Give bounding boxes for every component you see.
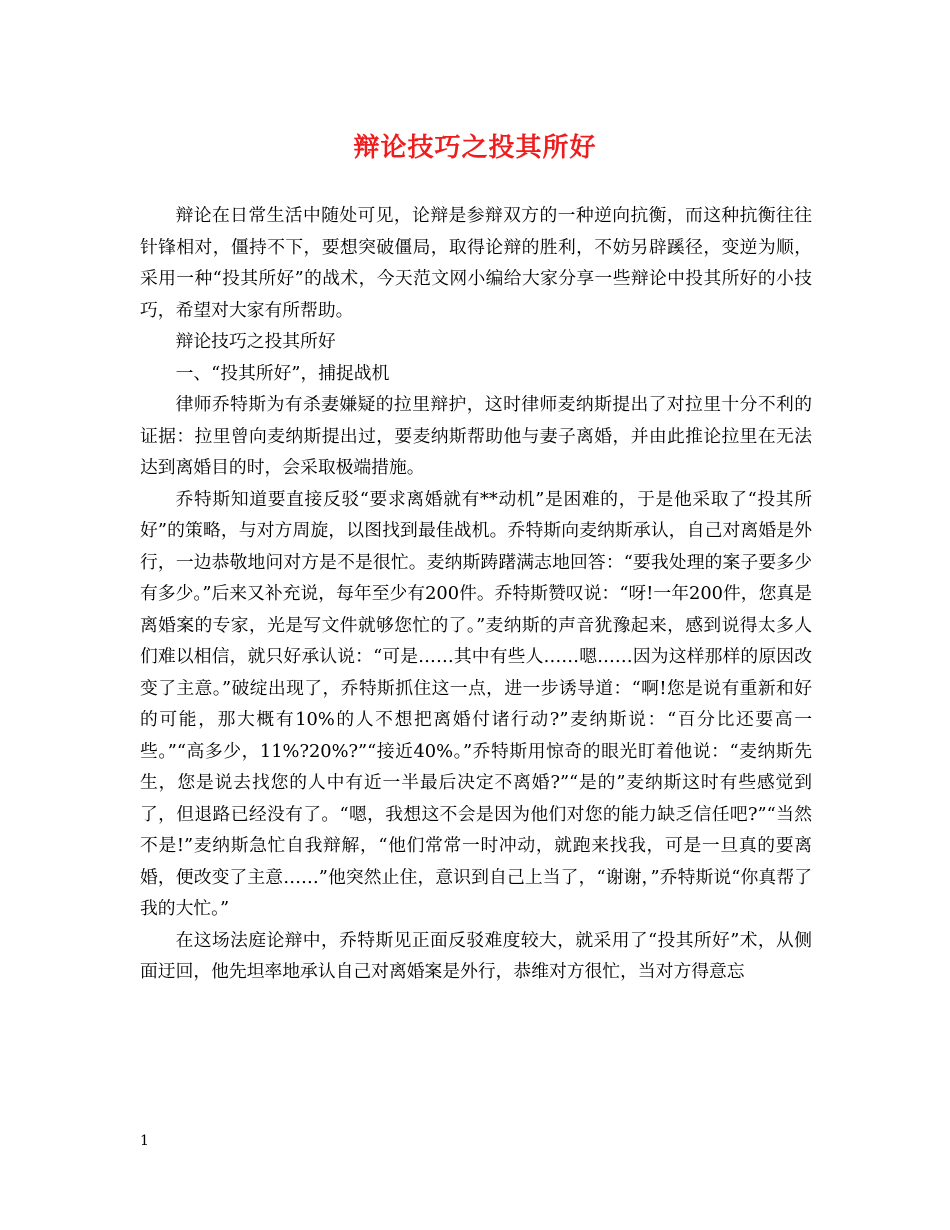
paragraph-subtitle: 辩论技巧之投其所好 bbox=[175, 331, 336, 352]
paragraph-intro: 辩论在日常生活中随处可见，论辩是参辩双方的一种逆向抗衡，而这种抗衡往往针锋相对，僵持不下，要想突破僵局，取得论辩的胜利，不妨另辟蹊径，变逆为顺，采用一种“投其所好”的战术，今天范文网小编给大家分享一些辩论中投其所好的小技巧，希望对大家有所帮助。 bbox=[140, 205, 812, 321]
document-title: 辩论技巧之投其所好 bbox=[353, 133, 597, 163]
section-heading-1: 一、“投其所好”，捕捉战机 bbox=[175, 362, 390, 384]
paragraph-analysis: 在这场法庭论辩中，乔特斯见正面反驳难度较大，就采用了“投其所好”术，从侧面迂回，他先坦率地承认自己对离婚案是外行，恭维对方很忙，当对方得意忘 bbox=[140, 929, 812, 982]
page-number: 1 bbox=[140, 1133, 149, 1149]
paragraph-case: 律师乔特斯为有杀妻嫌疑的拉里辩护，这时律师麦纳斯提出了对拉里十分不利的证据：拉里曾向麦纳斯提出过，要麦纳斯帮助他与妻子离婚，并由此推论拉里在无法达到离婚目的时，会采取极端措施。 bbox=[140, 394, 812, 478]
paragraph-dialogue: 乔特斯知道要直接反驳“要求离婚就有**动机”是困难的，于是他采取了“投其所好”的策略，与对方周旋，以图找到最佳战机。乔特斯向麦纳斯承认，自己对离婚是外行，一边恭敬地问对方是不是很忙。麦纳斯踌躇满志地回答：“要我处理的案子要多少有多少。”后来又补充说，每年至少有200件。乔特斯赞叹说：“呀!一年200件，您真是离婚案的专家，光是写文件就够您忙的了。”麦纳斯的声音犹豫起来，感到说得太多人们难以相信，就只好承认说：“可是……其中有些人……嗯……因为这样那样的原因改变了主意。”破绽出现了，乔特斯抓住这一点，进一步诱导道：“啊!您是说有重新和好的可能，那大概有10%的人不想把离婚付诸行动?”麦纳斯说：“百分比还要高一些。”“高多少，11%?20%?”“接近40%。”乔特斯用惊奇的眼光盯着他说：“麦纳斯先生，您是说去找您的人中有近一半最后决定不离婚?”“是的”麦纳斯这时有些感觉到了，但退路已经没有了。“嗯，我想这不会是因为他们对您的能力缺乏信任吧?”“当然不是!”麦纳斯急忙自我辩解，“他们常常一时冲动，就跑来找我，可是一旦真的要离婚，便改变了主意……”他突然止住，意识到自己上当了，“谢谢，”乔特斯说“你真帮了我的大忙。” bbox=[140, 488, 812, 919]
document-body bbox=[140, 200, 812, 988]
